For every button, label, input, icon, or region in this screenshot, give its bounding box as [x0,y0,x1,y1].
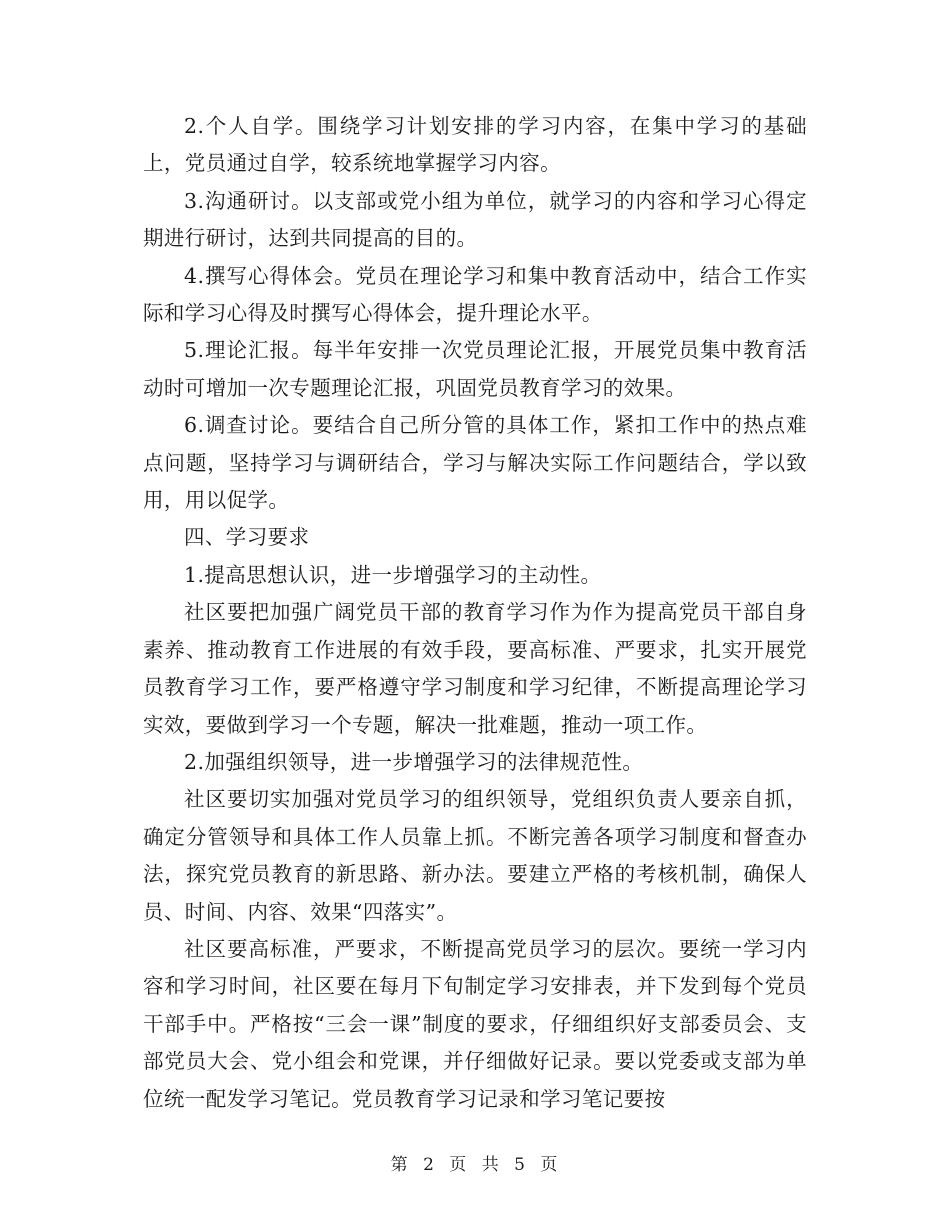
subheading-leadership: 2.加强组织领导，进一步增强学习的法律规范性。 [184,749,644,774]
paragraph-reflection: 4.撰写心得体会。党员在理论学习和集中教育活动中，结合工作实际和学习心得及时撰写心得体会，提升理论水平。 [143,263,807,326]
subheading-awareness: 1.提高思想认识，进一步增强学习的主动性。 [184,562,602,587]
paragraph-self-study: 2.个人自学。围绕学习计划安排的学习内容，在集中学习的基础上，党员通过自学，较系统地掌握学习内容。 [143,114,807,176]
paragraph-theory-report: 5.理论汇报。每半年安排一次党员理论汇报，开展党员集中教育活动时可增加一次专题理论汇报，巩固党员教育学习的效果。 [143,338,807,400]
paragraph-discussion: 3.沟通研讨。以支部或党小组为单位，就学习的内容和学习心得定期进行研讨，达到共同提高的目的。 [143,188,807,251]
section-heading-requirements: 四、学习要求 [184,525,310,550]
paragraph-investigation: 6.调查讨论。要结合自己所分管的具体工作，紧扣工作中的热点难点问题，坚持学习与调研结合，学习与解决实际工作问题结合，学以致用，用以促学。 [143,413,807,513]
paragraph-awareness: 社区要把加强广阔党员干部的教育学习作为作为提高党员干部自身素养、推动教育工作进展的有效手段，要高标准、严要求，扎实开展党员教育学习工作，要严格遵守学习制度和学习纪律，不断提高理论学习实效，要做到学习一个专题，解决一批难题，推动一项工作。 [143,600,807,737]
paragraph-leadership: 社区要切实加强对党员学习的组织领导，党组织负责人要亲自抓，确定分管领导和具体工作人员靠上抓。不断完善各项学习制度和督查办法，探究党员教育的新思路、新办法。要建立严格的考核机制，确保人员、时间、内容、效果“四落实”。 [143,787,807,924]
paragraph-standards: 社区要高标准，严要求，不断提高党员学习的层次。要统一学习内容和学习时间，社区要在每月下旬制定学习安排表，并下发到每个党员干部手中。严格按“三会一课”制度的要求，仔细组织好支部委员会、支部党员大会、党小组会和党课，并仔细做好记录。要以党委或支部为单位统一配发学习笔记。党员教育学习记录和学习笔记要按 [143,936,807,1111]
document-body [143,108,807,1118]
page-number-footer: 第 2 页 共 5 页 [390,1155,560,1175]
